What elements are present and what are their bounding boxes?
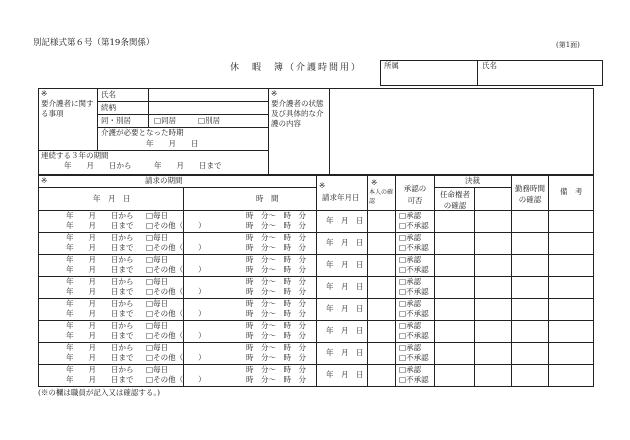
- row-other-checkbox[interactable]: □その他（ ）: [146, 265, 206, 274]
- request-period-header: 請求の期間: [145, 176, 183, 185]
- row-daily-checkbox[interactable]: □毎日: [146, 255, 169, 264]
- row-approve-checkbox[interactable]: □承認: [399, 211, 422, 220]
- affiliation-label: 所属: [384, 61, 399, 70]
- approver-header: 任命権者の確認: [440, 190, 470, 210]
- row-request-date: 年 月 日: [326, 282, 364, 291]
- request-date-header: 請求年月日: [322, 193, 360, 202]
- three-year-value: 年 月 日から 年 月 日まで: [64, 161, 222, 170]
- approval-header: 承認の可否: [403, 184, 427, 205]
- row-from-date: 年 月 日から: [66, 277, 134, 286]
- cohabit-label: 同・別居: [101, 116, 131, 125]
- state-label: 要介護者の状態及び具体的な介護の内容: [271, 99, 324, 128]
- row-other-checkbox[interactable]: □その他（ ）: [146, 309, 206, 318]
- attendance-header: 勤務時間の確認: [515, 184, 545, 204]
- row-reject-checkbox[interactable]: □不承認: [399, 375, 429, 384]
- row-request-date: 年 月 日: [326, 326, 364, 335]
- relation-label: 続柄: [101, 103, 116, 112]
- self-confirm-header: 本人の確認: [369, 189, 394, 205]
- care-section-mark: ※: [41, 89, 48, 98]
- row-request-date: 年 月 日: [326, 238, 364, 247]
- row-approve-checkbox[interactable]: □承認: [399, 277, 422, 286]
- need-period-value: 年 月 日: [146, 139, 199, 148]
- row-time-line-2: 時 分〜 時 分: [246, 221, 306, 230]
- row-approve-checkbox[interactable]: □承認: [399, 299, 422, 308]
- row-request-date: 年 月 日: [326, 370, 364, 379]
- row-daily-checkbox[interactable]: □毎日: [146, 299, 169, 308]
- self-confirm-mark: ※: [371, 178, 378, 187]
- row-other-checkbox[interactable]: □その他（ ）: [146, 287, 206, 296]
- row-time-line-1: 時 分〜 時 分: [246, 365, 306, 374]
- row-request-date: 年 月 日: [326, 216, 364, 225]
- row-time-line-2: 時 分〜 時 分: [246, 353, 306, 362]
- decision-header: 決裁: [465, 176, 480, 185]
- row-from-date: 年 月 日から: [66, 255, 134, 264]
- row-daily-checkbox[interactable]: □毎日: [146, 343, 169, 352]
- row-daily-checkbox[interactable]: □毎日: [146, 365, 169, 374]
- row-daily-checkbox[interactable]: □毎日: [146, 233, 169, 242]
- row-daily-checkbox[interactable]: □毎日: [146, 321, 169, 330]
- row-time-line-2: 時 分〜 時 分: [246, 309, 306, 318]
- row-approve-checkbox[interactable]: □承認: [399, 343, 422, 352]
- request-period-mark: ※: [41, 176, 48, 185]
- row-from-date: 年 月 日から: [66, 343, 134, 352]
- row-time-line-2: 時 分〜 時 分: [246, 331, 306, 340]
- row-to-date: 年 月 日まで: [66, 309, 134, 318]
- row-time-line-1: 時 分〜 時 分: [246, 299, 306, 308]
- row-to-date: 年 月 日まで: [66, 353, 134, 362]
- row-from-date: 年 月 日から: [66, 211, 134, 220]
- row-approve-checkbox[interactable]: □承認: [399, 321, 422, 330]
- row-time-line-2: 時 分〜 時 分: [246, 265, 306, 274]
- page-title: 休 暇 簿（介護時間用）: [230, 63, 363, 73]
- row-reject-checkbox[interactable]: □不承認: [399, 353, 429, 362]
- row-to-date: 年 月 日まで: [66, 375, 134, 384]
- row-reject-checkbox[interactable]: □不承認: [399, 221, 429, 230]
- row-reject-checkbox[interactable]: □不承認: [399, 265, 429, 274]
- name-label: 氏名: [482, 61, 497, 70]
- row-other-checkbox[interactable]: □その他（ ）: [146, 353, 206, 362]
- page-label: (第1面): [556, 41, 580, 49]
- row-to-date: 年 月 日まで: [66, 221, 134, 230]
- row-to-date: 年 月 日まで: [66, 287, 134, 296]
- care-section-label: 要介護者に関する事項: [41, 99, 94, 118]
- row-request-date: 年 月 日: [326, 260, 364, 269]
- row-reject-checkbox[interactable]: □不承認: [399, 309, 429, 318]
- date-column-header: 年 月 日: [93, 194, 131, 203]
- row-reject-checkbox[interactable]: □不承認: [399, 287, 429, 296]
- row-approve-checkbox[interactable]: □承認: [399, 233, 422, 242]
- row-reject-checkbox[interactable]: □不承認: [399, 331, 429, 340]
- row-time-line-2: 時 分〜 時 分: [246, 287, 306, 296]
- three-year-label: 連続する３年の期間: [41, 151, 109, 160]
- row-reject-checkbox[interactable]: □不承認: [399, 243, 429, 252]
- footnote: (※の欄は職員が記入又は確認する。): [38, 388, 161, 397]
- row-request-date: 年 月 日: [326, 348, 364, 357]
- row-from-date: 年 月 日から: [66, 365, 134, 374]
- form-reference: 別記様式第６号（第19条関係）: [33, 38, 155, 48]
- row-time-line-2: 時 分〜 時 分: [246, 243, 306, 252]
- row-other-checkbox[interactable]: □その他（ ）: [146, 221, 206, 230]
- row-to-date: 年 月 日まで: [66, 243, 134, 252]
- row-to-date: 年 月 日まで: [66, 331, 134, 340]
- row-daily-checkbox[interactable]: □毎日: [146, 277, 169, 286]
- row-request-date: 年 月 日: [326, 304, 364, 313]
- recipient-name-label: 氏名: [101, 90, 116, 99]
- row-from-date: 年 月 日から: [66, 321, 134, 330]
- cohabit-option-together[interactable]: □同居: [154, 116, 177, 125]
- row-from-date: 年 月 日から: [66, 233, 134, 242]
- time-column-header: 時 間: [256, 194, 279, 203]
- row-time-line-1: 時 分〜 時 分: [246, 321, 306, 330]
- row-from-date: 年 月 日から: [66, 299, 134, 308]
- row-time-line-2: 時 分〜 時 分: [246, 375, 306, 384]
- row-time-line-1: 時 分〜 時 分: [246, 343, 306, 352]
- state-mark: ※: [271, 89, 278, 98]
- row-daily-checkbox[interactable]: □毎日: [146, 211, 169, 220]
- row-approve-checkbox[interactable]: □承認: [399, 365, 422, 374]
- row-to-date: 年 月 日まで: [66, 265, 134, 274]
- row-other-checkbox[interactable]: □その他（ ）: [146, 243, 206, 252]
- row-time-line-1: 時 分〜 時 分: [246, 211, 306, 220]
- cohabit-option-separate[interactable]: □別居: [198, 116, 221, 125]
- row-time-line-1: 時 分〜 時 分: [246, 233, 306, 242]
- remarks-header: 備 考: [560, 187, 583, 196]
- need-period-label: 介護が必要となった時期: [101, 128, 184, 137]
- row-other-checkbox[interactable]: □その他（ ）: [146, 375, 206, 384]
- row-time-line-1: 時 分〜 時 分: [246, 277, 306, 286]
- request-date-mark: ※: [319, 181, 326, 190]
- row-approve-checkbox[interactable]: □承認: [399, 255, 422, 264]
- row-other-checkbox[interactable]: □その他（ ）: [146, 331, 206, 340]
- row-time-line-1: 時 分〜 時 分: [246, 255, 306, 264]
